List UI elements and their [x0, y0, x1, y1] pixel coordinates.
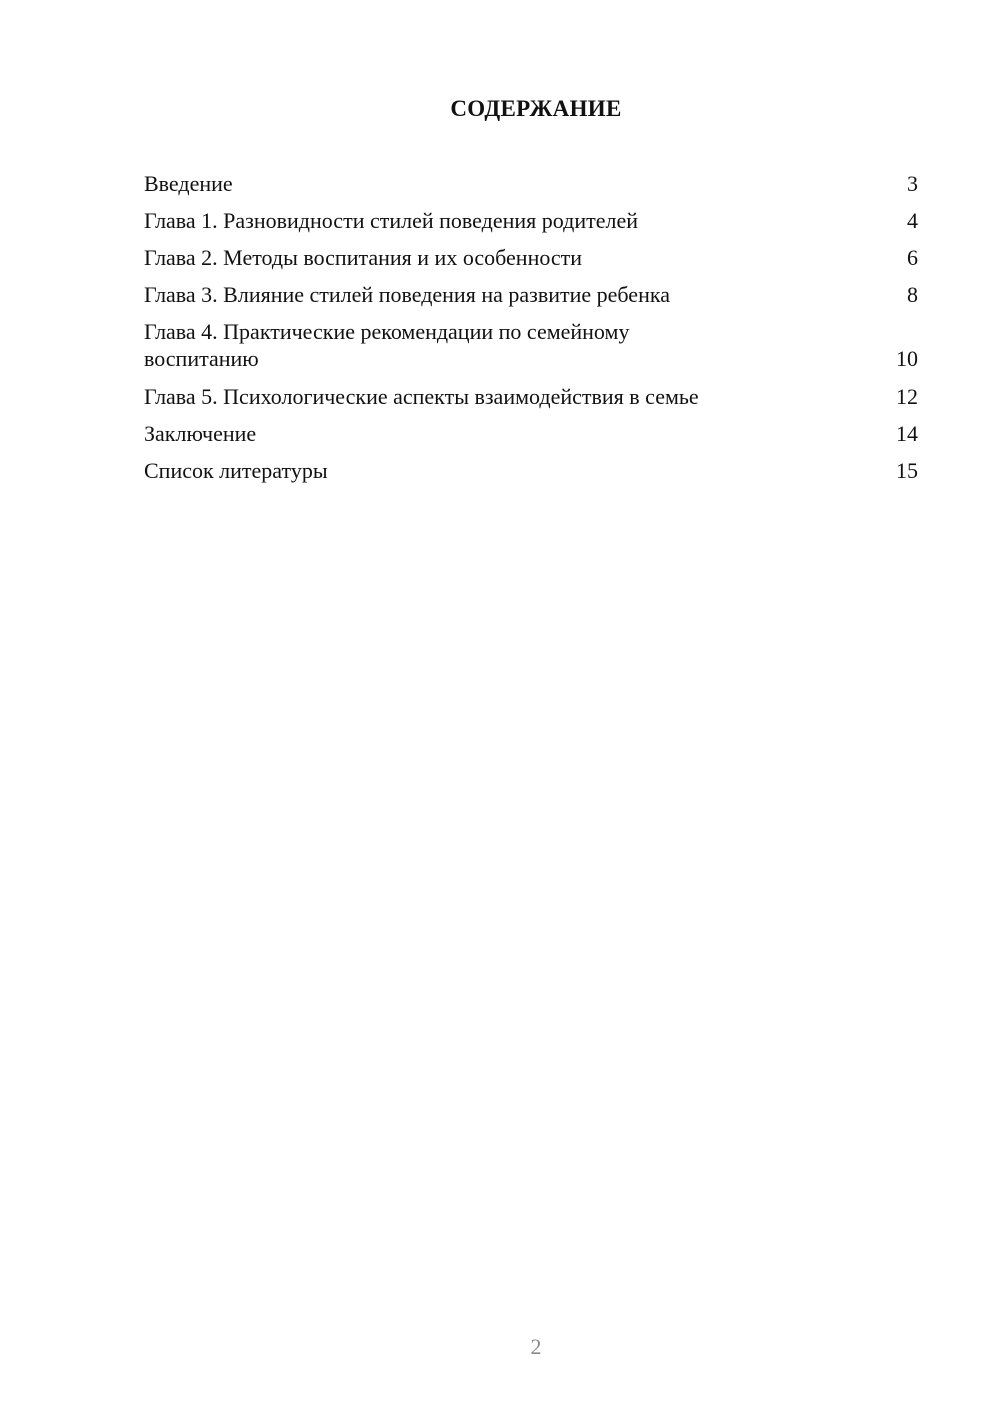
toc-entry-chapter-4[interactable]: [144, 318, 918, 372]
toc-entry-label: Глава 3. Влияние стилей поведения на развитие ребенка: [144, 282, 670, 307]
toc-entry-chapter-3[interactable]: [144, 281, 918, 308]
toc-entry-chapter-5[interactable]: [144, 383, 918, 410]
toc-entry-page: 6: [907, 245, 918, 270]
toc-entry-introduction[interactable]: [144, 170, 918, 197]
toc-entry-chapter-2[interactable]: [144, 244, 918, 271]
toc-entry-references[interactable]: [144, 457, 918, 484]
toc-entry-page: 14: [896, 421, 918, 446]
toc-entry-page: 8: [907, 282, 918, 307]
toc-entry-label: Глава 5. Психологические аспекты взаимодействия в семье: [144, 384, 699, 409]
toc-entry-page: 4: [907, 208, 918, 233]
page-number: 2: [530, 1334, 542, 1359]
toc-entry-page: 3: [907, 171, 918, 196]
toc-entry-page: 12: [896, 384, 918, 409]
toc-entry-chapter-1[interactable]: [144, 207, 918, 234]
toc-entry-label: Глава 2. Методы воспитания и их особенности: [144, 245, 583, 270]
table-of-contents: [144, 170, 918, 494]
toc-entry-label: Глава 1. Разновидности стилей поведения родителей: [144, 208, 638, 233]
toc-entry-label: Заключение: [144, 421, 257, 446]
toc-entry-page: 10: [896, 346, 918, 371]
toc-entry-label: Глава 4. Практические рекомендации по семейному воспитанию: [144, 319, 630, 371]
toc-entry-label: Список литературы: [144, 458, 328, 483]
toc-title: СОДЕРЖАНИЕ: [450, 96, 622, 121]
toc-entry-label: Введение: [144, 171, 233, 196]
toc-entry-conclusion[interactable]: [144, 420, 918, 447]
toc-entry-page: 15: [896, 458, 918, 483]
